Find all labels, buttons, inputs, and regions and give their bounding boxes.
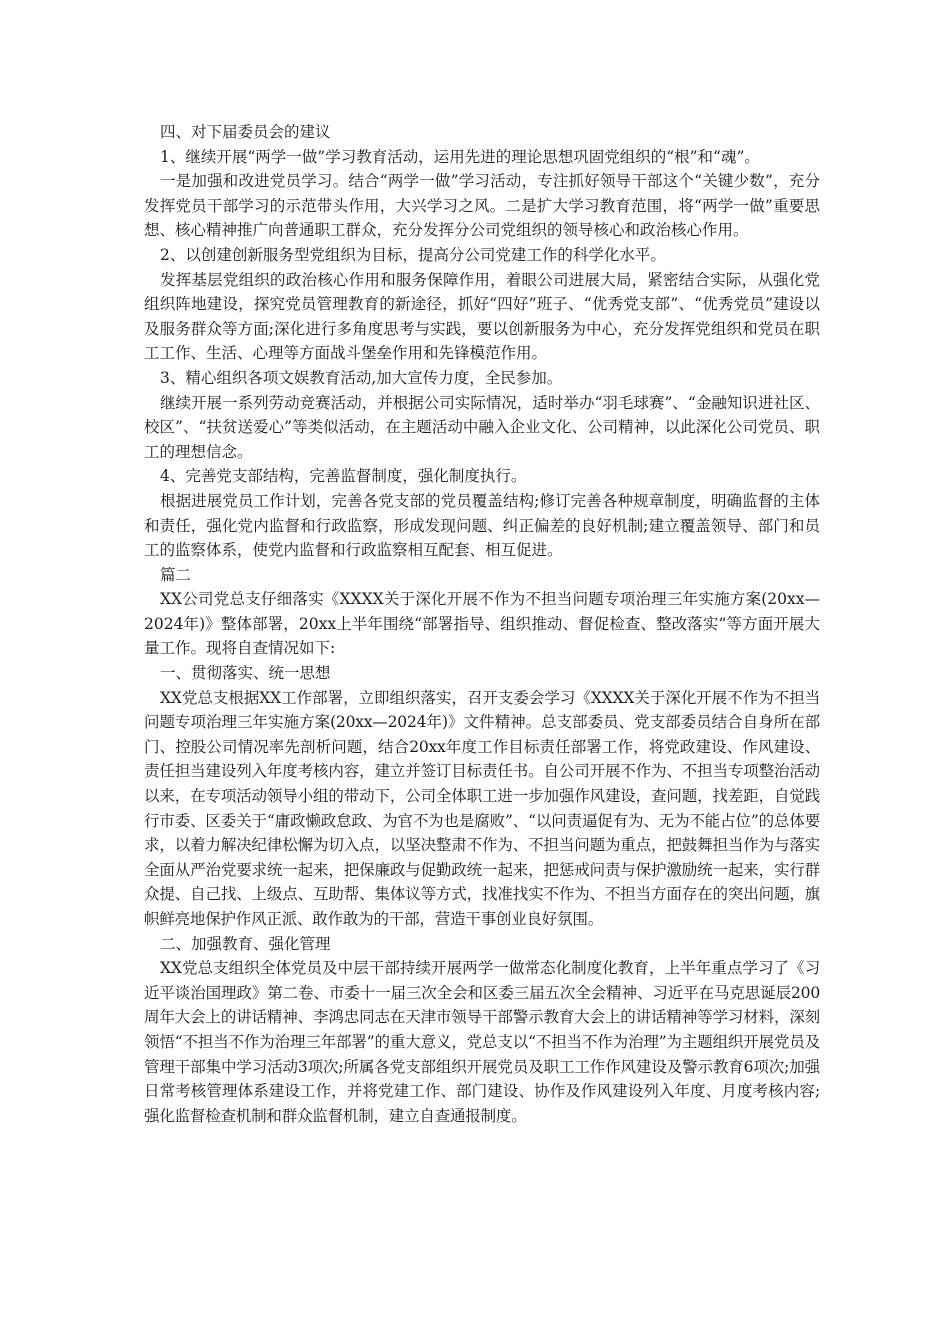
suggestion-1-body: 一是加强和改进党员学习。结合“两学一做”学习活动，专注抓好领导干部这个“关键少数”，充分发挥党员干部学习的示范带头作用，大兴学习之风。二是扩大学习教育范围，将“两学一做”重要思想、核心精神推广向普通职工群众，充分发挥分公司党组织的领导核心和政治核心作用。 bbox=[144, 172, 820, 240]
section-1-body: XX党总支根据XX工作部署，立即组织落实，召开支委会学习《XXXX关于深化开展不作为不担当问题专项治理三年实施方案(20xx—2024年)》文件精神。总支部委员、党支部委员结合自身所在部门、控股公司情况率先剖析问题，结合20xx年度工作目标责任部署工作，将党政建设、作风建设、责任担当建设列入年度考核内容，建立并签订目标责任书。自公司开展不作为、不担当专项整治活动以来，在专项活动领导小组的带动下，公司全体职工进一步加强作风建设，查问题，找差距，自觉践行市委、区委关于“庸政懒政怠政、为官不为也是腐败”、“以问责逼促有为、无为不能占位”的总体要求，以着力解决纪律松懈为切入点，以坚决整肃不作为、不担当问题为重点，把鼓舞担当作为与落实全面从严治党要求统一起来，把保廉政与促勤政统一起来，把惩戒问责与保护激励统一起来，实行群众提、自己找、上级点、互助帮、集体议等方式，找准找实不作为、不担当方面存在的突出问题，旗帜鲜亮地保护作风正派、敢作敢为的干部，营造干事创业良好氛围。 bbox=[144, 688, 820, 928]
section-2-heading: 二、加强教育、强化管理 bbox=[160, 934, 331, 953]
section-2-body: XX党总支组织全体党员及中层干部持续开展两学一做常态化制度化教育，上半年重点学习了《习近平谈治国理政》第二卷、市委十一届三次全会和区委三届五次全会精神、习近平在马克思诞辰200周年大会上的讲话精神、李鸿忠同志在天津市领导干部警示教育大会上的讲话精神等学习材料，深刻领悟“不担当不作为治理三年部署”的重大意义，党总支以“不担当不作为治理”为主题组织开展党员及管理干部集中学习活动3项次;所属各党支部组织开展党员及职工工作作风建设及警示教育6项次;加强日常考核管理体系建设工作，并将党建工作、部门建设、协作及作风建设列入年度、月度考核内容;强化监督检查机制和群众监督机制，建立自查通报制度。 bbox=[144, 959, 820, 1125]
suggestion-4-body: 根据进展党员工作计划，完善各党支部的党员覆盖结构;修订完善各种规章制度，明确监督的主体和责任，强化党内监督和行政监察，形成发现问题、纠正偏差的良好机制;建立覆盖领导、部门和员工的监察体系，使党内监督和行政监察相互配套、相互促进。 bbox=[144, 491, 820, 560]
suggestion-2-heading: 2、以创建创新服务型党组织为目标，提高分公司党建工作的科学化水平。 bbox=[160, 245, 666, 264]
suggestion-2-body: 发挥基层党组织的政治核心作用和服务保障作用，着眼公司进展大局，紧密结合实际，从强化党组织阵地建设，探究党员管理教育的新途径，抓好“四好”班子、“优秀党支部”、“优秀党员”建设以及服务群众等方面;深化进行多角度思考与实践，要以创新服务为中心，充分发挥党组织和党员在职工工作、生活、心理等方面战斗堡垒作用和先锋模范作用。 bbox=[144, 270, 820, 363]
suggestion-4-heading: 4、完善党支部结构，完善监督制度，强化制度执行。 bbox=[160, 467, 527, 486]
section-1-heading: 一、贯彻落实、统一思想 bbox=[160, 664, 331, 683]
part-two-heading: 篇二 bbox=[160, 565, 192, 584]
suggestion-3-body: 继续开展一系列劳动竞赛活动，并根据公司实际情况，适时举办“羽毛球赛”、“金融知识进社区、校区”、“扶贫送爱心”等类似活动，在主题活动中融入企业文化、公司精神，以此深化公司党员、职工的理想信念。 bbox=[144, 393, 820, 461]
section-heading-suggestions: 四、对下届委员会的建议 bbox=[160, 123, 331, 141]
document-body bbox=[144, 120, 820, 1128]
suggestion-3-heading: 3、精心组织各项文娱教育活动,加大宣传力度，全民参加。 bbox=[160, 368, 563, 387]
suggestion-1-heading: 1、继续开展“两学一做”学习教育活动，运用先进的理论思想巩固党组织的“根”和“魂”。 bbox=[160, 147, 760, 166]
part-two-intro: XX公司党总支仔细落实《XXXX关于深化开展不作为不担当问题专项治理三年实施方案(20xx—2024年)》整体部署，20xx上半年围绕“部署指导、组织推动、督促检查、整改落实”等方面开展大量工作。现将自查情况如下: bbox=[144, 590, 820, 658]
